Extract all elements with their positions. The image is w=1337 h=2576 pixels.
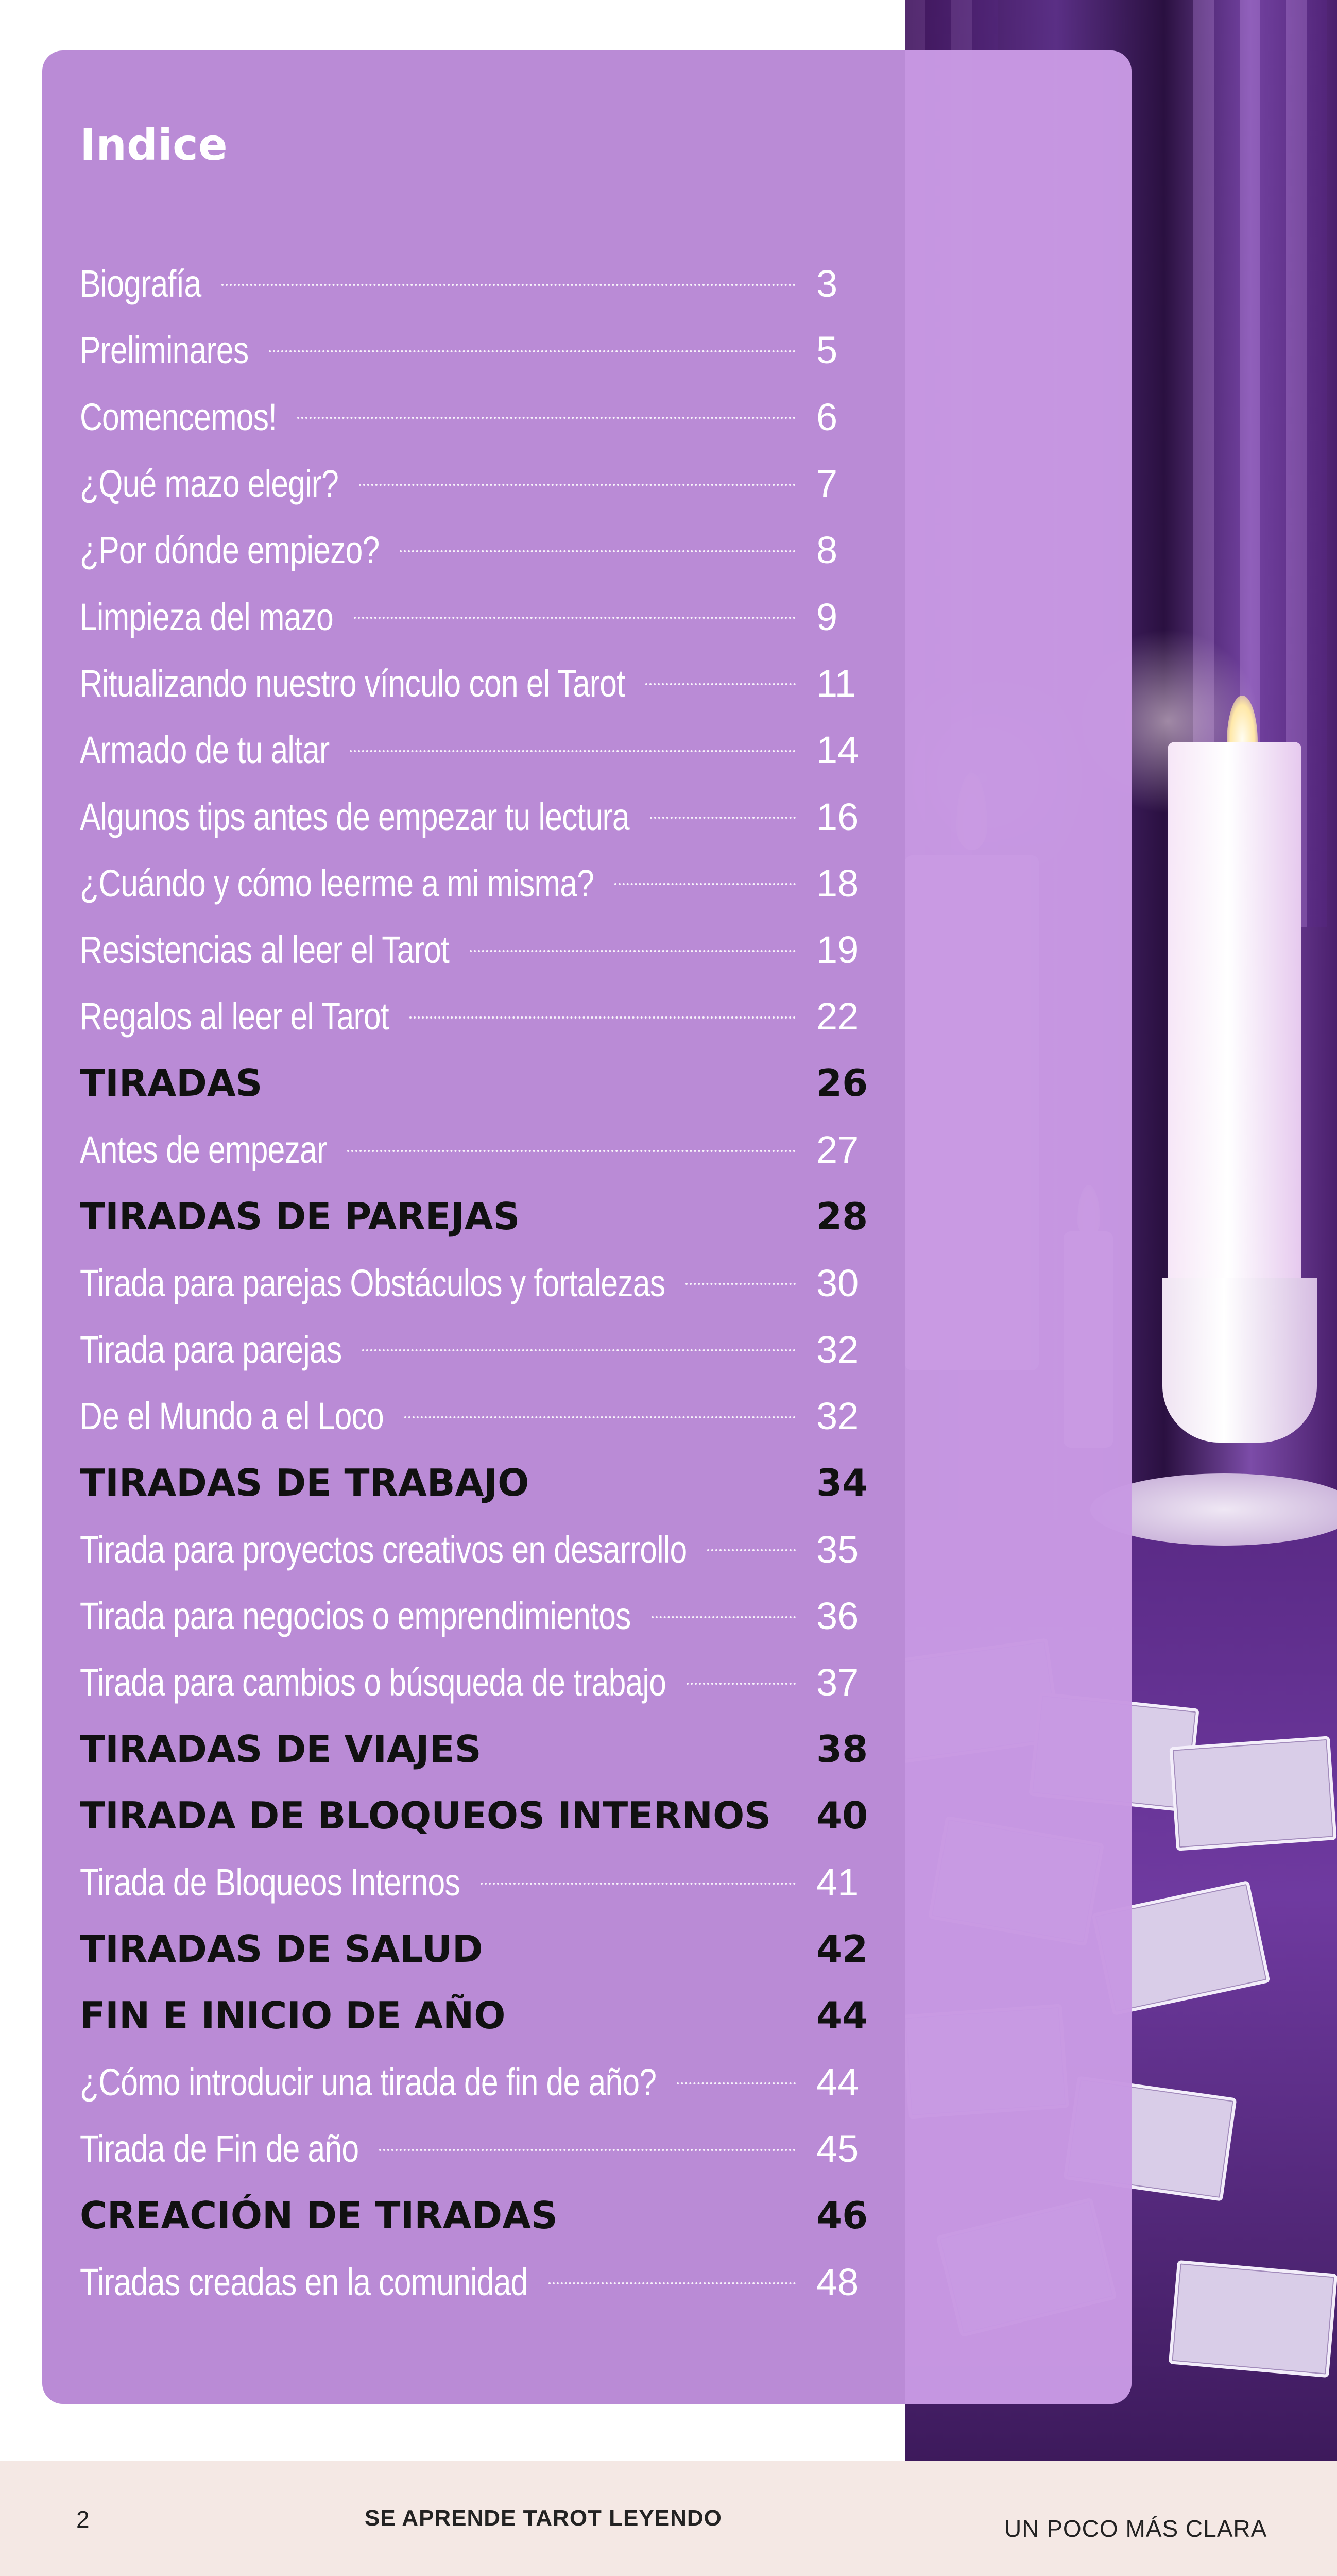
table-of-contents bbox=[80, 250, 868, 2315]
toc-entry-page: 44 bbox=[816, 2061, 859, 2104]
toc-dot-leader bbox=[269, 350, 796, 352]
toc-section-entry[interactable] bbox=[80, 1982, 868, 2049]
toc-entry-label: Tirada para negocios o emprendimientos bbox=[80, 1595, 631, 1638]
toc-entry-label: Tirada para cambios o búsqueda de trabajo bbox=[80, 1661, 666, 1704]
toc-entry[interactable] bbox=[80, 1249, 868, 1316]
toc-dot-leader bbox=[221, 284, 796, 286]
toc-entry[interactable] bbox=[80, 517, 868, 583]
toc-entry-page: 32 bbox=[816, 1395, 859, 1438]
toc-dot-leader bbox=[470, 950, 796, 952]
toc-section-entry[interactable] bbox=[80, 1449, 868, 1516]
toc-entry-page: 38 bbox=[816, 1727, 868, 1771]
toc-entry-label: Armado de tu altar bbox=[80, 728, 330, 772]
toc-entry[interactable] bbox=[80, 384, 868, 450]
toc-entry-label: CREACIÓN DE TIRADAS bbox=[80, 2194, 558, 2238]
toc-entry-page: 37 bbox=[816, 1661, 859, 1704]
toc-entry-page: 40 bbox=[816, 1794, 868, 1838]
index-panel-tint bbox=[905, 50, 1132, 2404]
toc-entry[interactable] bbox=[80, 1383, 868, 1449]
toc-entry[interactable] bbox=[80, 250, 868, 317]
toc-entry-label: Tirada para parejas bbox=[80, 1328, 342, 1371]
toc-entry[interactable] bbox=[80, 717, 868, 783]
toc-entry-page: 6 bbox=[816, 395, 838, 438]
toc-entry-label: TIRADA DE BLOQUEOS INTERNOS bbox=[80, 1794, 772, 1838]
tarot-card bbox=[1169, 2260, 1337, 2378]
toc-entry-page: 9 bbox=[816, 595, 838, 638]
toc-entry[interactable] bbox=[80, 1516, 868, 1583]
toc-entry-page: 16 bbox=[816, 795, 859, 838]
toc-entry-page: 8 bbox=[816, 529, 838, 572]
toc-entry-label: Tirada para parejas Obstáculos y fortalezas bbox=[80, 1261, 665, 1304]
toc-entry-page: 22 bbox=[816, 995, 859, 1038]
toc-entry-page: 3 bbox=[816, 262, 838, 306]
toc-entry[interactable] bbox=[80, 317, 868, 383]
toc-entry-label: Tirada para proyectos creativos en desarrollo bbox=[80, 1528, 687, 1571]
toc-entry-page: 35 bbox=[816, 1528, 859, 1571]
toc-entry[interactable] bbox=[80, 583, 868, 650]
toc-entry-label: Limpieza del mazo bbox=[80, 595, 333, 638]
toc-entry[interactable] bbox=[80, 1649, 868, 1716]
toc-entry-page: 34 bbox=[816, 1461, 868, 1504]
toc-entry-page: 19 bbox=[816, 928, 859, 972]
toc-section-entry[interactable] bbox=[80, 1916, 868, 1982]
toc-entry-label: TIRADAS bbox=[80, 1061, 263, 1105]
toc-entry[interactable] bbox=[80, 850, 868, 917]
toc-entry[interactable] bbox=[80, 783, 868, 850]
toc-entry-page: 32 bbox=[816, 1328, 859, 1371]
toc-entry-page: 36 bbox=[816, 1595, 859, 1638]
toc-dot-leader bbox=[645, 683, 796, 685]
toc-entry-label: Resistencias al leer el Tarot bbox=[80, 928, 450, 972]
toc-entry-label: ¿Qué mazo elegir? bbox=[80, 462, 339, 505]
toc-dot-leader bbox=[350, 750, 796, 752]
toc-dot-leader bbox=[362, 1349, 796, 1351]
toc-entry[interactable] bbox=[80, 1316, 868, 1383]
toc-section-entry[interactable] bbox=[80, 2182, 868, 2249]
toc-entry-label: Tirada de Bloqueos Internos bbox=[80, 1861, 460, 1904]
toc-dot-leader bbox=[347, 1150, 796, 1152]
toc-entry-label: ¿Por dónde empiezo? bbox=[80, 529, 380, 572]
toc-entry-label: Comencemos! bbox=[80, 395, 277, 438]
toc-dot-leader bbox=[400, 550, 796, 552]
toc-dot-leader bbox=[359, 484, 796, 486]
toc-dot-leader bbox=[687, 1683, 796, 1685]
toc-entry-label: Tiradas creadas en la comunidad bbox=[80, 2261, 528, 2304]
toc-entry-page: 7 bbox=[816, 462, 838, 505]
toc-entry[interactable] bbox=[80, 983, 868, 1049]
toc-entry-label: TIRADAS DE PAREJAS bbox=[80, 1194, 520, 1238]
toc-entry[interactable] bbox=[80, 2115, 868, 2182]
toc-entry[interactable] bbox=[80, 1116, 868, 1183]
toc-entry[interactable] bbox=[80, 917, 868, 983]
toc-entry-page: 28 bbox=[816, 1194, 868, 1238]
toc-entry-page: 27 bbox=[816, 1128, 859, 1171]
toc-entry-page: 44 bbox=[816, 1994, 868, 2038]
toc-dot-leader bbox=[409, 1016, 796, 1019]
book-title: SE APRENDE TAROT LEYENDO bbox=[365, 2505, 722, 2531]
toc-dot-leader bbox=[379, 2149, 796, 2151]
footer-right-text: UN POCO MÁS CLARA bbox=[1004, 2515, 1267, 2542]
toc-dot-leader bbox=[354, 617, 796, 619]
toc-section-entry[interactable] bbox=[80, 1716, 868, 1783]
toc-dot-leader bbox=[650, 817, 796, 819]
toc-entry-label: Regalos al leer el Tarot bbox=[80, 995, 389, 1038]
toc-entry-label: De el Mundo a el Loco bbox=[80, 1395, 384, 1438]
toc-entry[interactable] bbox=[80, 1583, 868, 1649]
toc-section-entry[interactable] bbox=[80, 1183, 868, 1249]
toc-entry[interactable] bbox=[80, 2049, 868, 2115]
toc-entry-label: Ritualizando nuestro vínculo con el Tarot bbox=[80, 662, 625, 705]
toc-entry-label: ¿Cómo introducir una tirada de fin de año? bbox=[80, 2061, 657, 2104]
toc-entry[interactable] bbox=[80, 650, 868, 717]
toc-entry[interactable] bbox=[80, 1849, 868, 1916]
toc-entry-page: 41 bbox=[816, 1861, 859, 1904]
toc-entry-page: 42 bbox=[816, 1927, 868, 1971]
toc-dot-leader bbox=[677, 2082, 796, 2084]
toc-section-entry[interactable] bbox=[80, 1050, 868, 1116]
toc-entry-page: 14 bbox=[816, 728, 859, 772]
toc-dot-leader bbox=[707, 1549, 796, 1551]
toc-entry-label: Preliminares bbox=[80, 329, 249, 372]
toc-entry-label: Tirada de Fin de año bbox=[80, 2127, 359, 2171]
toc-entry[interactable] bbox=[80, 2249, 868, 2315]
toc-entry-page: 26 bbox=[816, 1061, 868, 1105]
toc-entry-label: TIRADAS DE VIAJES bbox=[80, 1727, 482, 1771]
toc-dot-leader bbox=[481, 1883, 796, 1885]
toc-dot-leader bbox=[297, 417, 796, 419]
toc-dot-leader bbox=[548, 2282, 796, 2284]
page-footer bbox=[0, 2461, 1337, 2576]
toc-entry-label: ¿Cuándo y cómo leerme a mi misma? bbox=[80, 861, 594, 905]
tarot-card bbox=[1169, 1736, 1336, 1851]
toc-entry-label: Antes de empezar bbox=[80, 1128, 327, 1171]
toc-entry-label: FIN E INICIO DE AÑO bbox=[80, 1994, 506, 2038]
teacup bbox=[1162, 1278, 1317, 1443]
toc-entry-page: 5 bbox=[816, 329, 838, 372]
toc-dot-leader bbox=[404, 1416, 796, 1418]
toc-entry-label: Algunos tips antes de empezar tu lectura bbox=[80, 795, 629, 838]
toc-entry-label: TIRADAS DE TRABAJO bbox=[80, 1461, 529, 1504]
toc-entry-label: TIRADAS DE SALUD bbox=[80, 1927, 483, 1971]
index-title: Indice bbox=[80, 120, 228, 170]
toc-entry-page: 48 bbox=[816, 2261, 859, 2304]
candle-right bbox=[1168, 742, 1301, 1309]
toc-entry-page: 46 bbox=[816, 2194, 868, 2238]
toc-entry-label: Biografía bbox=[80, 262, 201, 306]
toc-dot-leader bbox=[614, 883, 796, 885]
toc-entry-page: 45 bbox=[816, 2127, 859, 2171]
toc-entry-page: 30 bbox=[816, 1261, 859, 1304]
toc-entry[interactable] bbox=[80, 450, 868, 517]
toc-dot-leader bbox=[685, 1283, 796, 1285]
toc-entry-page: 18 bbox=[816, 861, 859, 905]
toc-dot-leader bbox=[652, 1616, 796, 1618]
toc-entry-page: 11 bbox=[816, 662, 856, 705]
page-number: 2 bbox=[76, 2506, 90, 2533]
toc-section-entry[interactable] bbox=[80, 1783, 868, 1849]
